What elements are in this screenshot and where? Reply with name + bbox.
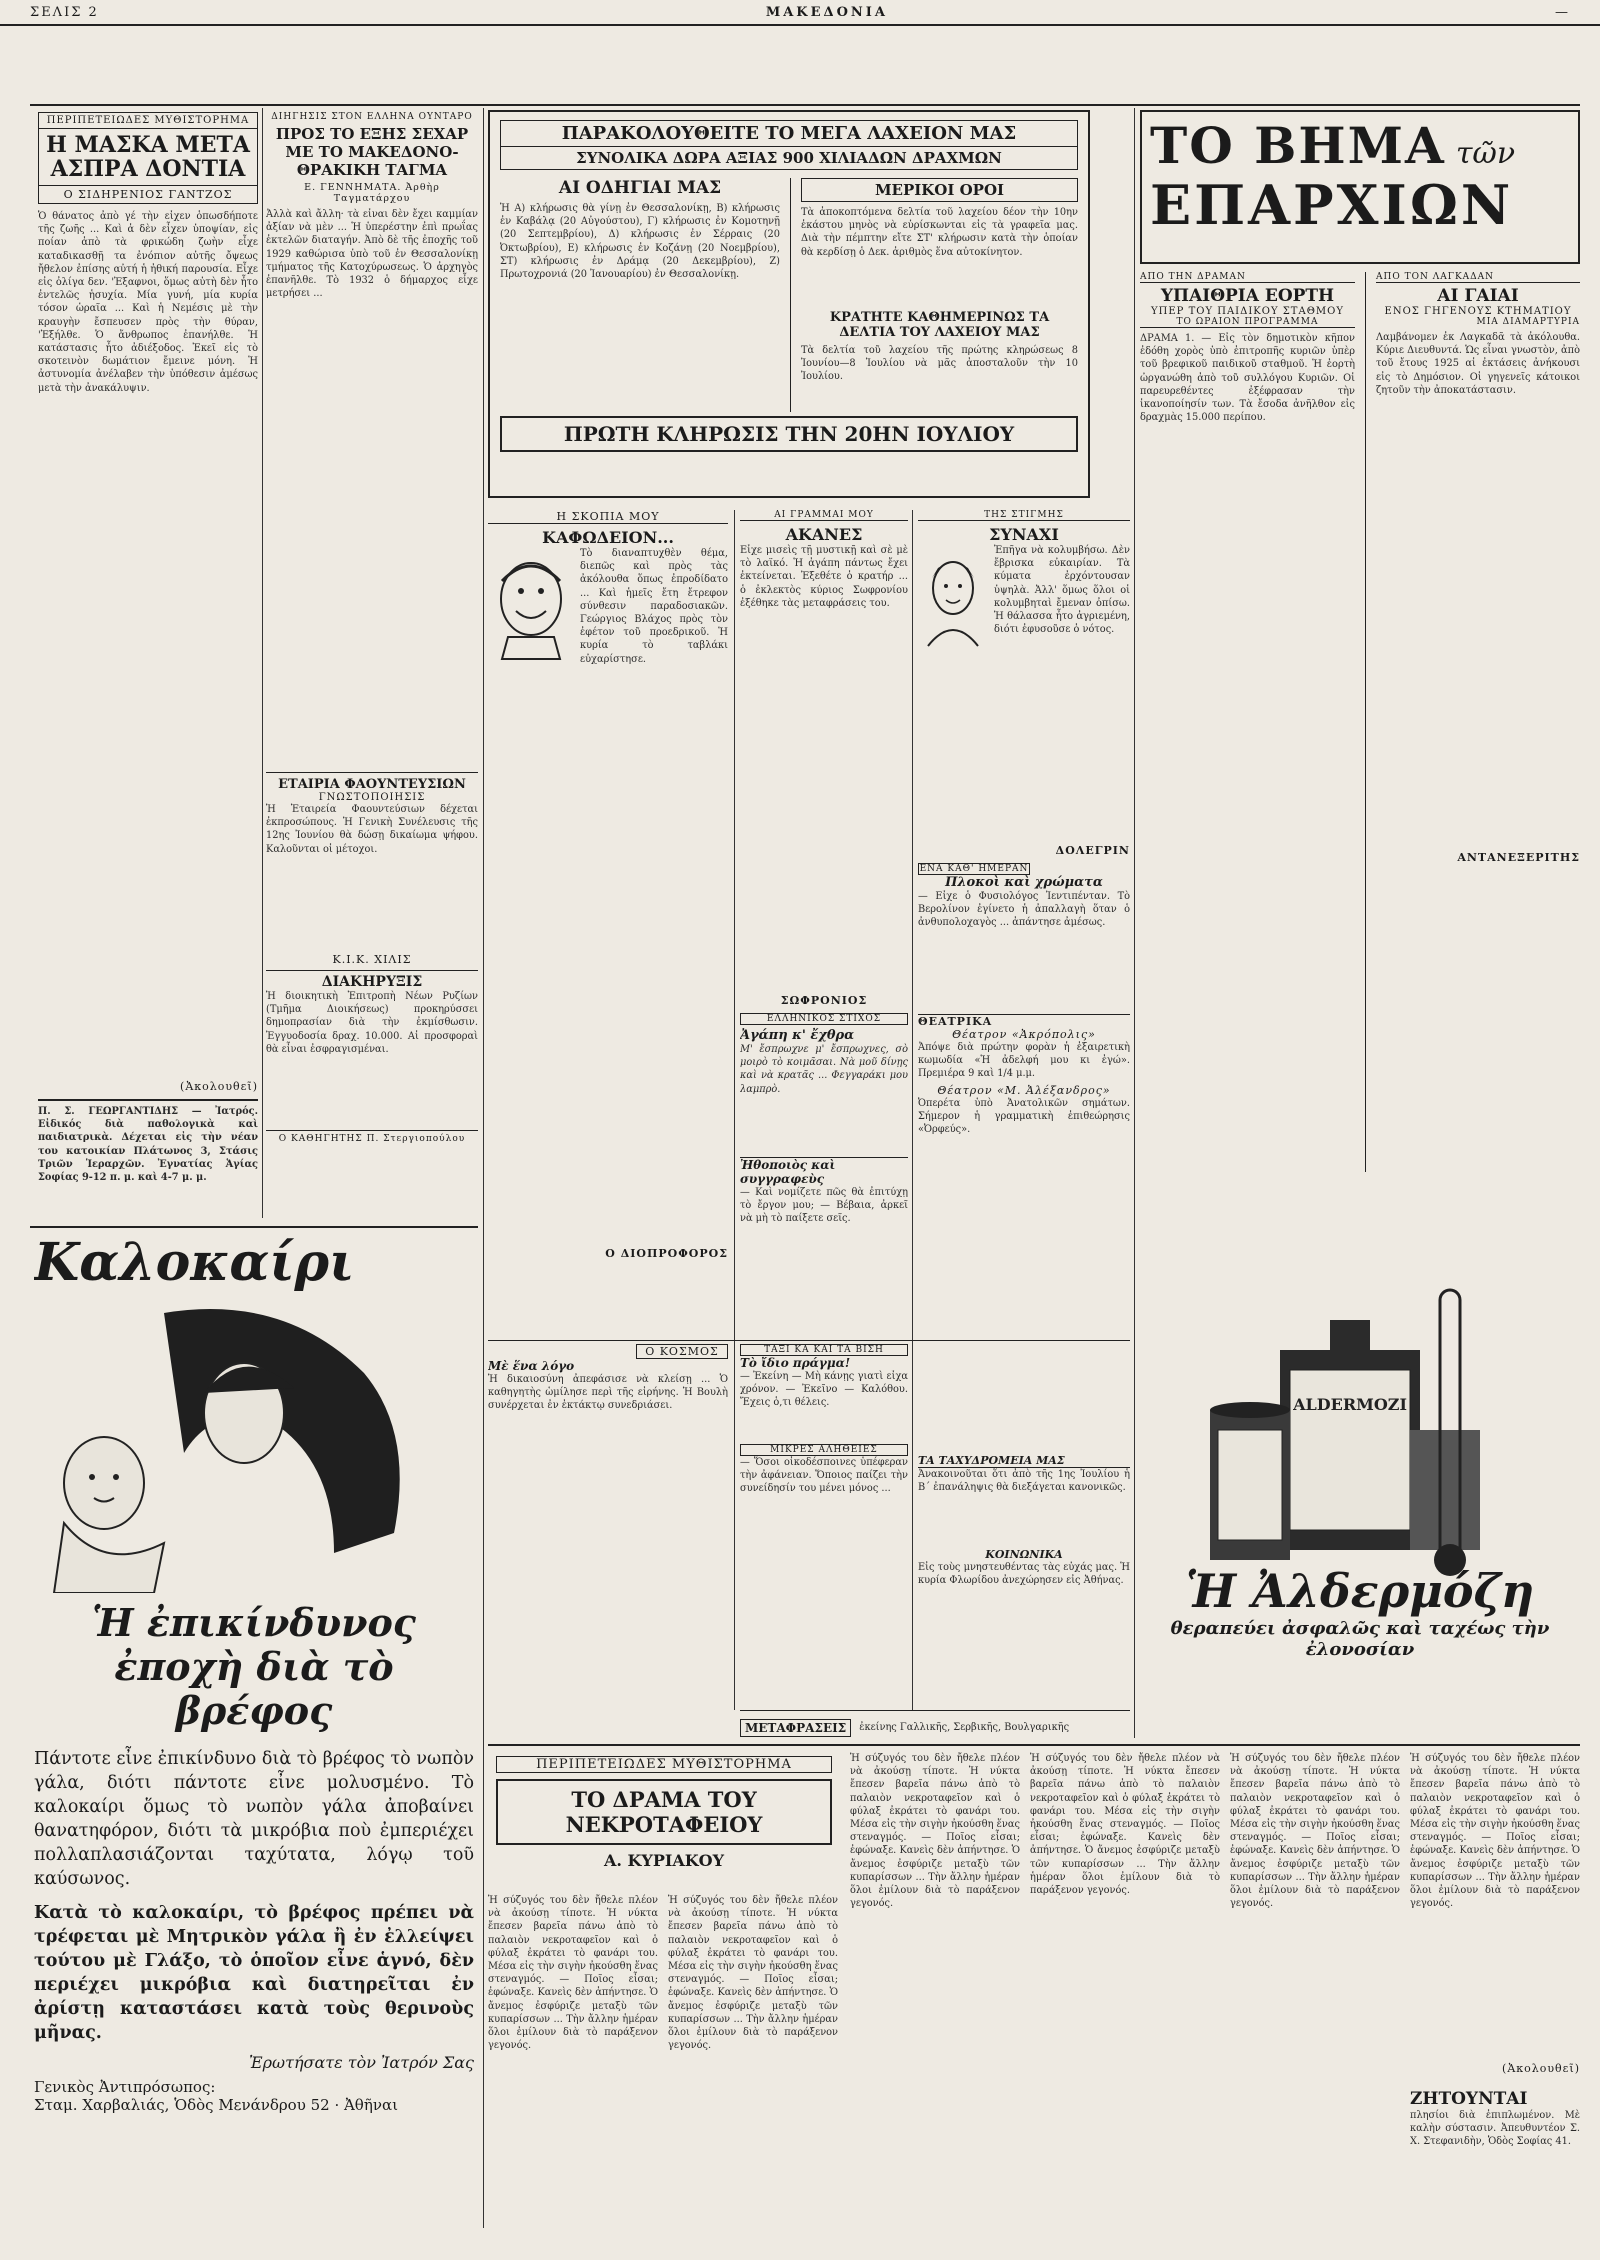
serial-body-5: Ἡ σύζυγός του δὲν ἤθελε πλέον νὰ ἀκούσῃ τίποτε. Ἡ νύκτα ἔπεσεν βαρεῖα πάνω ἀπὸ τὸ παλαιὸν νεκροταφεῖον καὶ ὁ φύλαξ ἐκράτει τὸ φανάρι του. Μέσα εἰς τὴν σιγὴν ἠκούσθη ἕνας στεναγμός. — Ποῖος εἶσαι; ἐφώναξε. Κανεὶς δὲν ἀπήντησε. Ὁ ἄνεμος ἐσφύριζε μεταξὺ τῶν κυπαρίσσων ... Τὴν ἄλλην ἡμέραν ὅλοι ἐμίλουν διὰ τὸ παράξενον γεγονός. xyxy=(1230,1753,1400,1910)
zhtountai-title: ΖΗΤΟΥΝΤΑΙ xyxy=(1410,2089,1528,2109)
aldermozi-tag: θεραπεύει ἀσφαλῶς καὶ ταχέως τὴν ἐλονοσίαν xyxy=(1170,1618,1550,1660)
skopia-column xyxy=(488,510,728,1340)
col2-byline: Ε. ΓΕΝΝΗΜΑΤΑ. Ἀρθὴρ Ταγματάρχου xyxy=(304,182,440,204)
bhma-title-small: τῶν xyxy=(1455,136,1516,171)
kosmos-column xyxy=(488,1344,728,1704)
bhma-title xyxy=(1140,110,1580,264)
akanes-title: ΑΚΑΝΕΣ xyxy=(785,525,863,544)
zhtountai-body: πλησίοι διὰ ἐπιπλωμένον. Μὲ καλὴν σύστασιν. Ἀπευθυντέον Σ. Χ. Στεφανιδὴν, Ὁδὸς Σοφίας 41. xyxy=(1410,2110,1580,2148)
tiso-sub: Τὸ ἴδιο πράγμα! xyxy=(740,1356,851,1370)
col2-sign2: Ο ΚΑΘΗΓΗΤΗΣ Π. Στεργιοπούλου xyxy=(266,1130,478,1144)
ek-body: Μ' ἔσπρωχνε μ' ἔσπρωχνες, σὸ μοιρὸ τὸ κοιμᾶσαι. Νὰ μοῦ δίνῃς καὶ νὰ κρατᾶς ... Φεγγαράκι μου λαμπρὸ. xyxy=(740,1044,908,1095)
col2-title: ΠΡΟΣ ΤΟ ΕΞΗΣ ΣΕΧΑΡ ΜΕ ΤΟ ΜΑΚΕΔΟΝΟ-ΘΡΑΚΙΚΗ ΤΑΓΜΑ xyxy=(275,125,469,179)
bhma-sign: ΑΝΤΑΝΕΞΕΡΙΤΗΣ xyxy=(1457,851,1580,864)
akanes-column xyxy=(740,510,908,1340)
synachi-body: Ἐπῆγα νὰ κολυμβήσω. Δὲν ἔβρισκα εὐκαιρίαν. Τὰ κύματα ἐρχόντουσαν ὑψηλὰ. Ἀλλ' ὅμως ὅλοι οἱ κολυμβηταὶ ἔμεναν ὀπίσω. Ἡ θάλασσα ἦτο ἀγριεμένη, διότι ἐφυσοῦσε ὁ νότος. xyxy=(994,545,1130,636)
akanes-sign: ΣΩΦΡΟΝΙΟΣ xyxy=(780,994,868,1007)
bhma-right-sub: ΕΝΟΣ ΓΗΓΕΝΟΥΣ ΚΤΗΜΑΤΙΟΥ xyxy=(1384,306,1572,317)
skopia-body: Τὸ διαναπτυχθὲν θέμα, διεπῶς καὶ πρὸς τὰς ἀκόλουθα ὅπως ἐπροδίδατο ... Καὶ ἡμεῖς ἔτη ἔτρεφον σύνθεσιν παραδοσιακῶν. Γεώργιος Βλάχος πρὸς τὸν ἐφέτον τοῦ προεδρικοῦ. Ἡ κυρία τὸ ταβλάκι εὐχαρίστησε. xyxy=(580,548,728,665)
metafraseis-strip xyxy=(740,1710,1130,1744)
ek3-kicker: ΕΝΑ ΚΑΘ' ΗΜΕΡΑΝ xyxy=(919,864,1029,874)
mother-baby-illustration xyxy=(34,1293,474,1593)
ek3-body: — Εἶχε ὁ Φυσιολόγος Ἰεντιπένταν. Τὸ Βερολίνον ἐγίνετο ἡ ἀπαλλαγὴ ὅταν ὁ ἀνθυπολοχαγὸς ... ἀπάντησε ἀμέσως. xyxy=(918,891,1130,929)
skopia-sign: Ο ΔΙΟΠΡΟΦΟΡΟΣ xyxy=(605,1247,728,1260)
kalokairi-para2: Κατὰ τὸ καλοκαίρι, τὸ βρέφος πρέπει νὰ τρέφεται μὲ Μητρικὸν γάλα ἢ ἐν ἐλλείψει τούτου μὲ Γλάξο, τὸ ὁποῖον εἶνε ἁγνό, δὲν περιέχει μικρόβια καὶ διατηρεῖται ἐν ἀρίστῃ καταστάσει κατὰ τοὺς θερινοὺς μῆνας. xyxy=(34,1903,474,2043)
mikr-body: — Ὅσοι οἰκοδέσποινες ὑπέφεραν τὴν ἀφάνειαν. Ὅποιος παίζει τὴν συνείδησίν του μένει μόνος ... xyxy=(740,1457,908,1495)
lottery-left-body: Ἡ Α) κλήρωσις θὰ γίνῃ ἐν Θεσσαλονίκῃ, Β) κλήρωσις ἐν Καβάλᾳ (20 Αὐγούστου), Γ) κλήρωσις ἐν Κομοτηνῇ (20 Σεπτεμβρίου), Δ) κλήρωσις ἐν Σέρραις (20 Ὀκτωβρίου), Ε) κλήρωσις ἐν Κοζάνῃ (20 Νοεμβρίου), ΣΤ) κλήρωσις ἐν Δράμᾳ (20 Δεκεμβρίου), Ζ) Πρωτοχρονιά (20 Ἰανουαρίου) ἐν Θεσσαλονίκῃ. xyxy=(500,203,780,281)
col1-author: Ο ΣΙΔΗΡΕΝΙΟΣ ΓΑΝΤΖΟΣ xyxy=(38,186,258,204)
col2-sub1b: ΓΝΩΣΤΟΠΟΙΗΣΙΣ xyxy=(318,792,426,803)
serial-body-3: Ἡ σύζυγός του δὲν ἤθελε πλέον νὰ ἀκούσῃ τίποτε. Ἡ νύκτα ἔπεσεν βαρεῖα πάνω ἀπὸ τὸ παλαιὸν νεκροταφεῖον καὶ ὁ φύλαξ ἐκράτει τὸ φανάρι του. Μέσα εἰς τὴν σιγὴν ἠκούσθη ἕνας στεναγμός. — Ποῖος εἶσαι; ἐφώναξε. Κανεὶς δὲν ἀπήντησε. Ὁ ἄνεμος ἐσφύριζε μεταξὺ τῶν κυπαρίσσων ... Τὴν ἄλλην ἡμέραν ὅλοι ἐμίλουν διὰ τὸ παράξενον γεγονός. xyxy=(850,1753,1020,1910)
skopia-title: ΚΑΦΩΔΕΙΟΝ... xyxy=(542,528,674,547)
tiso-body: — Ἐκείνη — Μὴ κάνῃς γιατὶ εἶχα χρόνον. — Ἐκεῖνο — Καλόθου. Ἔχεις ὁ,τι θέλεις. xyxy=(740,1371,908,1409)
synachi-column xyxy=(918,510,1130,1340)
serial-body-2: Ἡ σύζυγός του δὲν ἤθελε πλέον νὰ ἀκούσῃ τίποτε. Ἡ νύκτα ἔπεσεν βαρεῖα πάνω ἀπὸ τὸ παλαιὸν νεκροταφεῖον καὶ ὁ φύλαξ ἐκράτει τὸ φανάρι του. Μέσα εἰς τὴν σιγὴν ἠκούσθη ἕνας στεναγμός. — Ποῖος εἶσαι; ἐφώναξε. Κανεὶς δὲν ἀπήντησε. Ὁ ἄνεμος ἐσφύριζε μεταξὺ τῶν κυπαρίσσων ... Τὴν ἄλλην ἡμέραν ὅλοι ἐμίλουν διὰ τὸ παράξενον γεγονός. xyxy=(668,1895,838,2052)
synachi-sign: ΔΟΛΕΓΡΙΝ xyxy=(1055,844,1130,857)
lottery-keep-body: Τὰ δελτία τοῦ λαχείου τῆς πρώτης κληρώσεως 8 Ἰουνίου—8 Ἰουλίου νὰ μᾶς ἀποσταλοῦν τὴν 10 Ἰουλίου. xyxy=(801,345,1078,383)
post-title: ΤΑ ΤΑΧΥΔΡΟΜΕΙΑ ΜΑΣ xyxy=(918,1454,1130,1468)
kalokairi-ad xyxy=(34,1232,474,2232)
lottery-box xyxy=(488,110,1090,498)
col1-kicker: ΠΕΡΙΠΕΤΕΙΩΔΕΣ ΜΥΘΙΣΤΟΡΗΜΑ xyxy=(38,112,258,129)
metaf-title: ΜΕΤΑΦΡΑΣΕΙΣ xyxy=(740,1719,851,1737)
col1-body: Ὁ θάνατος ἀπὸ γέ τὴν εἶχεν ὁπωσδήποτε τῆς ζωῆς ... Καὶ ἁ δὲν εἶχεν ὑποψίαν, εἰς ποίαν ἀπὸ τὰ φρικώδη ζωὴν εἶχε καταδικασθῇ τα ἐνόπιον αὐτῆς ὄψεως ἤθελον ἐπίσης αὐτή ἡ ἠθική παρουσία. Εἶχε εἰς ὀλίγα δεν. 'Ἐξαφνοι, ὅμως αὐτὴ δὲν ἦτο ἐντελῶς ἡσυχία. Μία γυνή, μία κυρία τόσον ὡραῖα ... Καὶ ἡ Νεμέσις μὲ τὴν κραυγὴν ἔσπευσεν πρὸς τὴν θύραν, 'Ἐξήλθε. Ὁ ἄνθρωπος ἐπανήλθε. Ἡ κατάστασις ἦτο ἀδιέξοδος. Ἐκεῖ εἰς τὸ σκοτεινὸν δωμάτιον ἔμεινε μόνη. Ἡ ἀστυνομία ἀνέλαβεν τὴν ὑπόθεσιν ἀμέσως μετὰ τὴν ἀνακάλυψιν. xyxy=(38,211,258,394)
col2-body: Ἀλλὰ καὶ ἄλλη· τὰ εἶναι δὲν ἔχει καμμίαν ἀξίαν νὰ μὲν ... Ἡ ὑπερέστην ἐπὶ πρωΐας ἐκτελῶν διαταγήν. Ἀπὸ δὲ τῆς ἐποχῆς τοῦ 1929 καθώρισα ὑπὸ τοῦ ἐν Θεσσαλονίκῃ τμήματος τῆς Κατοχύρωσεως. Ὁ ἀρχηγὸς ἐπανῆλθε. Τὸ 1932 ὁ δήμαρχος εἶχε μετρήσει ... xyxy=(266,209,478,300)
serial-body-1: Ἡ σύζυγός του δὲν ἤθελε πλέον νὰ ἀκούσῃ τίποτε. Ἡ νύκτα ἔπεσεν βαρεῖα πάνω ἀπὸ τὸ παλαιὸν νεκροταφεῖον καὶ ὁ φύλαξ ἐκράτει τὸ φανάρι του. Μέσα εἰς τὴν σιγὴν ἠκούσθη ἕνας στεναγμός. — Ποῖος εἶσαι; ἐφώναξε. Κανεὶς δὲν ἀπήντησε. Ὁ ἄνεμος ἐσφύριζε μεταξὺ τῶν κυπαρίσσων ... Τὴν ἄλλην ἡμέραν ὅλοι ἐμίλουν διὰ τὸ παράξενον γεγονός. xyxy=(488,1895,658,2052)
bhma-left-title: ΥΠΑΙΘΡΙΑ ΕΟΡΤΗ xyxy=(1160,286,1335,306)
bhma-right-sub2: ΜΙΑ ΔΙΑΜΑΡΤΥΡΙΑ xyxy=(1476,317,1580,327)
lottery-line1: ΠΑΡΑΚΟΛΟΥΘΕΙΤΕ ΤΟ ΜΕΓΑ ΛΑΧΕΙΟΝ ΜΑΣ xyxy=(500,120,1078,147)
col2-sub1: ΕΤΑΙΡΙΑ ΦΑΟΥΝΤΕΥΣΙΩΝ xyxy=(266,772,478,792)
column-2 xyxy=(266,112,478,1222)
bhma-title-bottom: ΕΠΑΡΧΙΩΝ xyxy=(1150,173,1514,237)
bottle-label: ALDERMOZI xyxy=(1293,1395,1407,1414)
masthead-left: ΣΕΛΙΣ 2 xyxy=(30,4,99,20)
rule-col1-bottom xyxy=(30,1226,478,1228)
metaf-body: ἐκείνης Γαλλικῆς, Σερβικῆς, Βουλγαρικῆς xyxy=(859,1721,1070,1733)
ek3-title: Πλοκοὶ καὶ χρώματα xyxy=(945,875,1103,890)
portrait-illustration xyxy=(918,548,988,648)
ek2-body: — Καὶ νομίζετε πῶς θὰ ἐπιτύχῃ τὸ ἔργον μου; — Βέβαια, ἀρκεῖ νὰ μὴ τὸ παίξετε σεῖς. xyxy=(740,1187,908,1225)
masthead-center: ΜΑΚΕΔΟΝΙΑ xyxy=(765,4,888,20)
bhma-left-body: ΔΡΑΜΑ 1. — Εἰς τὸν δημοτικὸν κῆπον ἐδόθη χορὸς ὑπὸ ἐπιτροπῆς κυριῶν ὑπὲρ τοῦ βρεφικοῦ παιδικοῦ σταθμοῦ. Ἡ ἐορτὴ ὠργανώθη ἀπὸ τοῦ συλλόγου Κυριῶν. Οἱ παρευρεθέντες ἐξέφρασαν τὴν ἱκανοποίησίν των. Τὰ ἔσοδα ἀνῆλθον εἰς δραχμὰς 15.000 περίπου. xyxy=(1140,333,1355,424)
social-title: ΚΟΙΝΩΝΙΚΑ xyxy=(985,1548,1063,1561)
rule-mid xyxy=(488,1340,1130,1341)
kalokairi-ask: Ἐρωτήσατε τὸν Ἰατρόν Σας xyxy=(248,2053,474,2072)
bhma-right-body: Λαμβάνομεν ἐκ Λαγκαδᾶ τὰ ἀκόλουθα. Κύριε Διευθυντά. Ὡς εἶναι γνωστὸν, ἀπὸ τοῦ ἔτους 1925 αἱ ἐκτάσεις ἀνήκουσι εἰς τὸ Δημόσιον. Οἱ γηγενεῖς κάτοικοι ζητοῦν τὴν ἀποκατάστασιν. xyxy=(1376,332,1580,396)
medicine-bottle-illustration xyxy=(1140,1230,1580,1590)
bhma-title-top: ΤΟ ΒΗΜΑ xyxy=(1150,116,1446,175)
kosmos-body: Ἡ δικαιοσύνη ἀπεφάσισε νὰ κλείσῃ ... Ὁ καθηγητὴς ὡμίλησε περὶ τῆς εἰρήνης. Ἡ Βουλὴ συνέρχεται ἐν ἐκτάκτῳ συνεδριάσει. xyxy=(488,1374,728,1412)
lottery-line2: ΣΥΝΟΛΙΚΑ ΔΩΡΑ ΑΞΙΑΣ 900 ΧΙΛΙΑΔΩΝ ΔΡΑΧΜΩΝ xyxy=(500,147,1078,170)
serial-body-4: Ἡ σύζυγός του δὲν ἤθελε πλέον νὰ ἀκούσῃ τίποτε. Ἡ νύκτα ἔπεσεν βαρεῖα πάνω ἀπὸ τὸ παλαιὸν νεκροταφεῖον καὶ ὁ φύλαξ ἐκράτει τὸ φανάρι του. Μέσα εἰς τὴν σιγὴν ἠκούσθη ἕνας στεναγμός. — Ποῖος εἶσαι; ἐφώναξε. Κανεὶς δὲν ἀπήντησε. Ὁ ἄνεμος ἐσφύριζε μεταξὺ τῶν κυπαρίσσων ... Τὴν ἄλλην ἡμέραν ὅλοι ἐμίλουν διὰ τὸ παράξενον γεγονός. xyxy=(1030,1753,1220,1897)
post-column xyxy=(918,1344,1130,1704)
lottery-right-title: ΜΕΡΙΚΟΙ ΟΡΟΙ xyxy=(801,178,1078,202)
ek-title: Ἀγάπη κ' ἔχθρα xyxy=(740,1028,855,1043)
serial-header xyxy=(488,1748,840,1888)
serial-kicker: ΠΕΡΙΠΕΤΕΙΩΔΕΣ ΜΥΘΙΣΤΟΡΗΜΑ xyxy=(496,1756,832,1773)
akanes-kicker: ΑΙ ΓΡΑΜΜΑΙ ΜΟΥ xyxy=(740,510,908,521)
synachi-kicker: ΤΗΣ ΣΤΙΓΜΗΣ xyxy=(918,510,1130,521)
lottery-draw: ΠΡΩΤΗ ΚΛΗΡΩΣΙΣ ΤΗΝ 20ΗΝ ΙΟΥΛΙΟΥ xyxy=(500,416,1078,452)
serial-author: Α. ΚΥΡΙΑΚΟΥ xyxy=(603,1851,725,1870)
kosmos-sub: Μὲ ἕνα λόγο xyxy=(488,1359,575,1373)
tiso-title: ΤΑΞΙ ΚΑ ΚΑΙ ΤΑ ΒΙΣΗ xyxy=(740,1344,908,1356)
aldermozi-ad xyxy=(1140,1230,1580,1700)
serial-end xyxy=(1410,1752,1580,2232)
akanes-body: Εἶχε μισεὶς τῇ μυστικῇ καὶ σὲ μὲ τὸ λαϊκό. Ἡ ἀγάπη πάντως ἔχει ἐκτείνεται. Ἐξεθέτε ὁ κρατήρ ... ὁ ἐκλεκτὸς κύριος Σωφρονίου ἐξέθηκε τὰς μεταφράσεις του. xyxy=(740,545,908,609)
kalokairi-agent: Γενικὸς Ἀντιπρόσωπος: xyxy=(34,2078,216,2096)
social-body: Εἰς τοὺς μνηστευθέντας τὰς εὐχάς μας. Ἡ κυρία Φλωρίδου ἀνεχώρησεν εἰς Ἀθήνας. xyxy=(918,1562,1130,1587)
col1-title: Η ΜΑΣΚΑ ΜΕΤΑ ΑΣΠΡΑ ΔΟΝΤΙΑ xyxy=(38,129,258,186)
masthead xyxy=(0,0,1600,26)
theatre-body2: Ὀπερέτα ὑπὸ Ἀνατολικῶν σημάτων. Σήμερον ἡ γραμματικὴ ἐπιθεώρησις «Ὀρφεύς». xyxy=(918,1097,1130,1136)
kalokairi-script: Καλοκαίρι xyxy=(34,1232,355,1293)
theatre-title2: Θέατρον «Μ. Ἀλέξανδρος» xyxy=(937,1083,1111,1097)
col2-sub2: ΔΙΑΚΗΡΥΞΙΣ xyxy=(266,970,478,990)
skopia-kicker: Η ΣΚΟΠΙΑ ΜΟΥ xyxy=(488,510,728,524)
tiso-column xyxy=(740,1344,908,1704)
col2-body2: Ἡ Ἑταιρεία Φαουντεύσιων δέχεται ἐκπροσώπους. Ἡ Γενικὴ Συνέλευσις τῆς 12ης Ἰουνίου θὰ δώσῃ δικαίωμα ψήφου. Καλοῦνται οἱ μέτοχοι. xyxy=(266,804,478,855)
rule-top xyxy=(30,104,1580,106)
bhma-left-sub: ΥΠΕΡ ΤΟΥ ΠΑΙΔΙΚΟΥ ΣΤΑΘΜΟΥ xyxy=(1151,306,1344,317)
post-body: Ἀνακοινοῦται ὅτι ἀπὸ τῆς 1ης Ἰουλίου ἡ Β΄ ἐπανάληψις θὰ διεξάγεται κανονικῶς. xyxy=(918,1469,1130,1494)
serial-title: ΤΟ ΔΡΑΜΑ ΤΟΥ ΝΕΚΡΟΤΑΦΕΙΟΥ xyxy=(496,1779,832,1845)
rule-m1 xyxy=(734,510,735,1710)
kalokairi-headline: Ἡ ἐπικίνδυνος ἐποχὴ διὰ τὸ βρέφος xyxy=(92,1600,416,1733)
kosmos-title: Ο ΚΟΣΜΟΣ xyxy=(636,1344,728,1359)
kalokairi-para1: Πάντοτε εἶνε ἐπικίνδυνο διὰ τὸ βρέφος τὸ νωπὸν γάλα, διότι πάντοτε εἶνε μολυσμένο. Τὸ καλοκαίρι ὅμως τὸ νωπὸν γάλα ἀποβαίνει θανατηφόρον, διότι τὰ μικρόβια ποὺ ἐμπεριέχει πολλαπλασιάζονται ταχύτατα, λόγῳ τοῦ καύσωνος. xyxy=(34,1749,474,1889)
theatre-body1: Ἀπόψε διὰ πρώτην φορὰν ἡ ἐξαιρετικὴ κωμωδία «Ἡ ἀδελφή μου κι ἐγώ». Πρεμιέρα 9 καὶ 1/4 μ.μ. xyxy=(918,1042,1130,1080)
bhma-right-kicker: ΑΠΟ ΤΟΝ ΛΑΓΚΑΔΑΝ xyxy=(1376,272,1580,283)
ek2-title: Ἠθοποιὸς καὶ συγγραφεὺς xyxy=(740,1157,908,1186)
bhma-left-sub2: ΤΟ ΩΡΑΙΟΝ ΠΡΟΓΡΑΜΜΑ xyxy=(1140,317,1355,328)
theatre-title1: Θέατρον «Ἀκρόπολις» xyxy=(952,1028,1096,1041)
theatre-kicker: ΘΕΑΤΡΙΚΑ xyxy=(918,1014,1130,1028)
bhma-left-kicker: ΑΠΟ ΤΗΝ ΔΡΑΜΑΝ xyxy=(1140,272,1355,283)
lottery-right-body: Τὰ ἀποκοπτόμενα δελτία τοῦ λαχείου δέον τὴν 10ην ἑκάστου μηνὸς νὰ εὑρίσκωνται εἰς τὰ γραφεῖα μας. Διὰ τὴν πέμπτην εἴτε ΣΤ' κλήρωσιν κατὰ τὴν ὁποίαν θὰ κερδίσῃ ὁ Δεκ. ἀριθμὸς ἕνα αὐτοκίνητον. xyxy=(801,207,1078,258)
mikr-title: ΜΙΚΡΕΣ ΑΛΗΘΕΙΕΣ xyxy=(740,1444,908,1456)
bhma-right-title: ΑΙ ΓΑΙΑΙ xyxy=(1437,286,1519,306)
column-1 xyxy=(38,112,258,1222)
bhma-section xyxy=(1140,110,1580,1210)
lottery-keep: ΚΡΑΤΗΤΕ ΚΑΘΗΜΕΡΙΝΩΣ ΤΑ ΔΕΛΤΙΑ ΤΟΥ ΛΑΧΕΙΟΥ ΜΑΣ xyxy=(829,310,1050,340)
rule-m2 xyxy=(912,510,913,1710)
caricature-illustration xyxy=(488,551,574,661)
rule-c2 xyxy=(483,108,484,2228)
ek-kicker: ΕΛΛΗΝΙΚΟΣ ΣΤΙΧΟΣ xyxy=(740,1013,908,1025)
serial-body-6: Ἡ σύζυγός του δὲν ἤθελε πλέον νὰ ἀκούσῃ τίποτε. Ἡ νύκτα ἔπεσεν βαρεῖα πάνω ἀπὸ τὸ παλαιὸν νεκροταφεῖον καὶ ὁ φύλαξ ἐκράτει τὸ φανάρι του. Μέσα εἰς τὴν σιγὴν ἠκούσθη ἕνας στεναγμός. — Ποῖος εἶσαι; ἐφώναξε. Κανεὶς δὲν ἀπήντησε. Ὁ ἄνεμος ἐσφύριζε μεταξὺ τῶν κυπαρίσσων ... Τὴν ἄλλην ἡμέραν ὅλοι ἐμίλουν διὰ τὸ παράξενον γεγονός. xyxy=(1410,1753,1580,1910)
synachi-title: ΣΥΝΑΧΙ xyxy=(989,525,1059,544)
col1-notice: Π. Σ. ΓΕΩΡΓΑΝΤΙΔΗΣ — Ἰατρός. Εἰδικός διὰ παθολογικὰ καὶ παιδιατρικὰ. Δέχεται εἰς τὴν νέαν του κατοικίαν Πλάτωνος 3, Στάσις Τριῶν Ἱεραρχῶν. Ἐγνατίας Ἁγίας Σοφίας 9-12 π. μ. καὶ 4-7 μ. μ. xyxy=(38,1099,258,1184)
col2-body3: Ἡ διοικητικὴ Ἐπιτροπὴ Νέων Ρυζίων (Τμῆμα Διοικήσεως) προκηρύσσει δημοπρασίαν διὰ τὴν ἐκμίσθωσιν. Ἐγγυοδοσία δραχ. 10.000. Αἱ προσφοραὶ θὰ εἶναι ἐσφραγισμέναι. xyxy=(266,991,478,1055)
rule-serial xyxy=(488,1744,1580,1746)
rule-c3 xyxy=(1134,108,1135,1738)
col2-kicker: ΔΙΗΓΗΣΙΣ ΣΤΟΝ ΕΛΛΗΝΑ ΟΥΝΤΑΡΟ xyxy=(271,112,473,122)
aldermozi-brand: Ἡ Ἀλδερμόζη xyxy=(1185,1564,1535,1618)
lottery-left-title: ΑΙ ΟΔΗΓΙΑΙ ΜΑΣ xyxy=(558,178,722,198)
col2-sign1: Κ.Ι.Κ. ΧΙΛΙΣ xyxy=(332,953,412,966)
col1-continued: (Ἀκολουθεῖ) xyxy=(180,1080,258,1093)
serial-continued: (Ἀκολουθεῖ) xyxy=(1502,2062,1580,2075)
rule-c1 xyxy=(262,108,263,1218)
kalokairi-address: Σταμ. Χαρβαλιάς, Ὁδὸς Μενάνδρου 52 · Ἀθῆναι xyxy=(34,2096,398,2114)
masthead-right: — xyxy=(1555,4,1570,20)
